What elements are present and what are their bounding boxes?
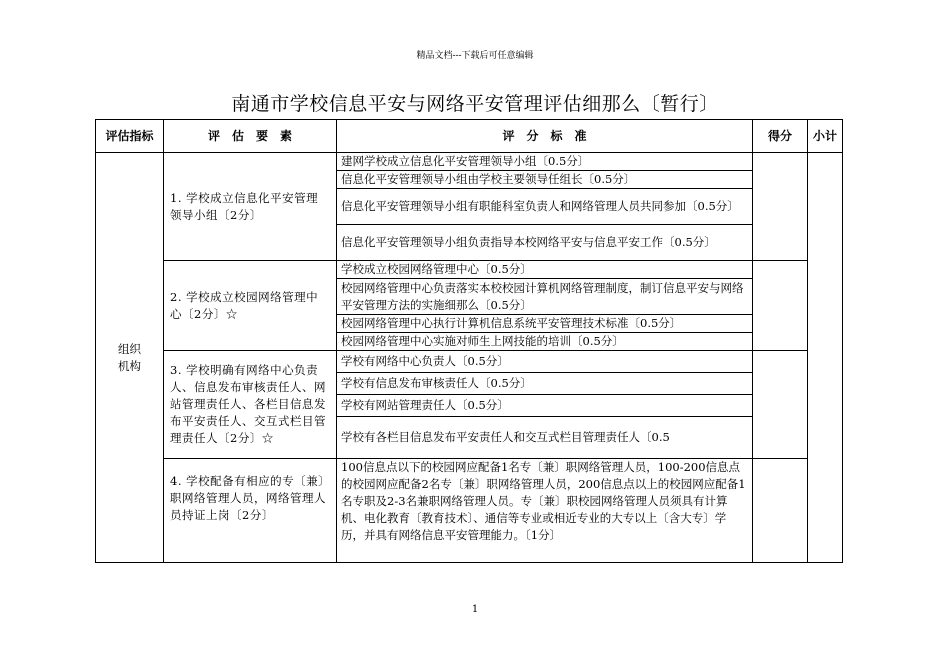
standard-cell: 信息化平安管理领导小组由学校主要领导任组长〔0.5分〕 [337, 171, 753, 189]
evaluation-table [95, 119, 843, 563]
standard-cell: 校园网络管理中心实施对师生上网技能的培训〔0.5分〕 [337, 333, 753, 351]
standard-cell: 100信息点以下的校园网应配备1名专〔兼〕职网络管理人员，100-200信息点的校园网应配备2名专〔兼〕职网络管理人员，200信息点以上的校园网应配备1名专职及2-3名兼职网络管理人员。专〔兼〕职校园网络管理人员须具有计算机、电化教育〔教育技术〕、通信等专业或相近专业的大专以上〔含大专〕学历，并具有网络信息平安管理能力。〔1分〕 [337, 459, 753, 563]
table-row [96, 261, 843, 279]
col-header-element: 评 估 要 素 [164, 120, 337, 153]
subtotal-cell [808, 153, 843, 563]
document-title: 南通市学校信息平安与网络平安管理评估细那么〔暂行〕 [231, 93, 719, 115]
col-header-standard: 评 分 标 准 [337, 120, 753, 153]
standard-cell: 校园网络管理中心负责落实本校校园计算机网络管理制度，制订信息平安与网络平安管理方法的实施细那么〔0.5分〕 [337, 279, 753, 315]
score-cell [753, 153, 808, 261]
table-row [96, 351, 843, 373]
standard-cell: 学校有网络中心负责人〔0.5分〕 [337, 351, 753, 373]
element-cell: 3. 学校明确有网络中心负责人、信息发布审核责任人、网站管理责任人、各栏目信息发布平安责任人、交互式栏目管理责任人〔2分〕☆ [164, 351, 337, 459]
col-header-indicator: 评估指标 [96, 120, 164, 153]
element-cell: 2. 学校成立校园网络管理中心〔2分〕☆ [164, 261, 337, 351]
standard-cell: 信息化平安管理领导小组负责指导本校网络平安与信息平安工作〔0.5分〕 [337, 225, 753, 261]
standard-cell: 学校有信息发布审核责任人〔0.5分〕 [337, 373, 753, 395]
page-number: 1 [471, 604, 479, 615]
score-cell [753, 459, 808, 563]
standard-cell: 学校有网站管理责任人〔0.5分〕 [337, 395, 753, 417]
category-cell [96, 153, 164, 563]
standard-cell: 学校成立校园网络管理中心〔0.5分〕 [337, 261, 753, 279]
col-header-subtotal: 小计 [808, 120, 843, 153]
table-header-row [96, 120, 843, 153]
col-header-score: 得分 [753, 120, 808, 153]
standard-cell: 校园网络管理中心执行计算机信息系统平安管理技术标准〔0.5分〕 [337, 315, 753, 333]
standard-cell: 学校有各栏目信息发布平安责任人和交互式栏目管理责任人〔0.5 [337, 417, 753, 459]
table-row [96, 153, 843, 171]
standard-cell: 建网学校成立信息化平安管理领导小组〔0.5分〕 [337, 153, 753, 171]
table-row [96, 459, 843, 563]
score-cell [753, 351, 808, 459]
page-header: 精品文档---下载后可任意编辑 [416, 51, 534, 61]
category-label: 组织机构 [118, 341, 141, 373]
standard-cell: 信息化平安管理领导小组有职能科室负责人和网络管理人员共同参加〔0.5分〕 [337, 189, 753, 225]
element-cell: 1. 学校成立信息化平安管理领导小组〔2分〕 [164, 153, 337, 261]
score-cell [753, 261, 808, 351]
element-cell: 4. 学校配备有相应的专〔兼〕职网络管理人员，网络管理人员持证上岗〔2分〕 [164, 459, 337, 563]
